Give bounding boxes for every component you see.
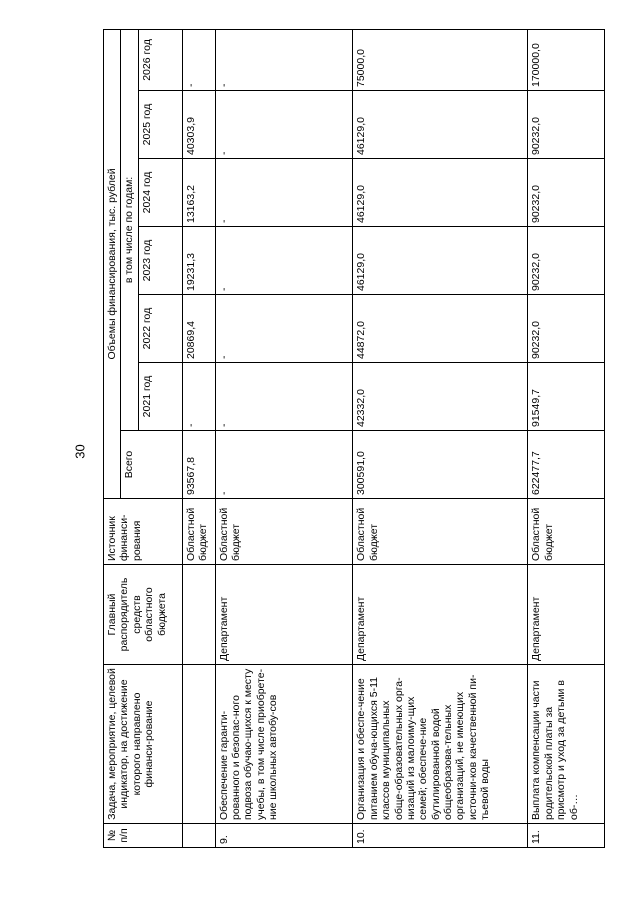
cell-task [182,665,215,824]
header-year: 2024 год [138,159,182,227]
cell-y2024: 13163,2 [182,159,215,227]
cell-source: Областной бюджет [215,499,353,565]
header-year: 2025 год [138,91,182,159]
cell-y2026: 75000,0 [353,29,528,90]
cell-y2022: 44872,0 [353,295,528,363]
header-year: 2026 год [138,29,182,90]
cell-total: 622477,7 [528,431,605,499]
cell-y2022: 90232,0 [528,295,605,363]
cell-y2023: 19231,3 [182,227,215,295]
cell-source: Областной бюджет [182,499,215,565]
table-row [215,29,353,847]
cell-task: Организация и обеспе-чение питанием обуча-ющихся 5-11 классов муниципальных обще-образовательных орга-низаций из малоиму-щих семей; обеспече-ние бутилированной водой общеобразова-тельных организаций, не имеющих источни-ков качественной пи-тьевой воды [353,665,528,824]
header-year: 2021 год [138,363,182,431]
cell-y2026: 170000,0 [528,29,605,90]
cell-y2024: - [215,159,353,227]
cell-total: - [215,431,353,499]
cell-y2024: 90232,0 [528,159,605,227]
cell-y2025: 40303,9 [182,91,215,159]
table-row [182,29,215,847]
cell-manager [182,565,215,665]
cell-y2022: 20869,4 [182,295,215,363]
table-row [353,29,528,847]
header-num: № п/п [104,824,183,848]
cell-manager: Департамент [528,565,605,665]
cell-y2021: 42332,0 [353,363,528,431]
cell-y2021: - [215,363,353,431]
header-task: Задача, мероприятие, целевой индикатор, на достижение которого направлено финанси-рование [104,665,183,824]
cell-manager: Департамент [215,565,353,665]
cell-y2023: 46129,0 [353,227,528,295]
cell-y2025: - [215,91,353,159]
header-manager: Главный распорядитель средств областного бюджета [104,565,183,665]
cell-num: 9. [215,824,353,848]
header-by-years: в том числе по годам: [121,29,138,430]
cell-y2023: - [215,227,353,295]
cell-manager: Департамент [353,565,528,665]
cell-y2026: - [182,29,215,90]
cell-y2025: 46129,0 [353,91,528,159]
header-year: 2022 год [138,295,182,363]
cell-y2021: 91549,7 [528,363,605,431]
header-source: Источник финанси-рования [104,499,183,565]
cell-y2026: - [215,29,353,90]
cell-source: Областной бюджет [353,499,528,565]
rotated-table-container [103,30,605,848]
cell-task: Обеспечение гаранти-рованного и безопас-ного подвоза обучаю-щихся к месту учебы, в том числе приобрете-ние школьных автобу-сов [215,665,353,824]
cell-num: 10. [353,824,528,848]
cell-num [182,824,215,848]
cell-total: 300591,0 [353,431,528,499]
cell-total: 93567,8 [182,431,215,499]
cell-num: 11. [528,824,605,848]
cell-y2024: 46129,0 [353,159,528,227]
cell-y2023: 90232,0 [528,227,605,295]
cell-task: Выплата компенсации части родительской платы за присмотр и уход за детьми в об-… [528,665,605,824]
header-volumes: Объемы финансирования, тыс. рублей [104,29,121,498]
financing-table [103,29,605,848]
page-number: 30 [72,444,88,459]
cell-y2022: - [215,295,353,363]
cell-y2025: 90232,0 [528,91,605,159]
cell-source: Областной бюджет [528,499,605,565]
header-total: Всего [121,431,182,499]
table-row [528,29,605,847]
header-year: 2023 год [138,227,182,295]
cell-y2021: - [182,363,215,431]
